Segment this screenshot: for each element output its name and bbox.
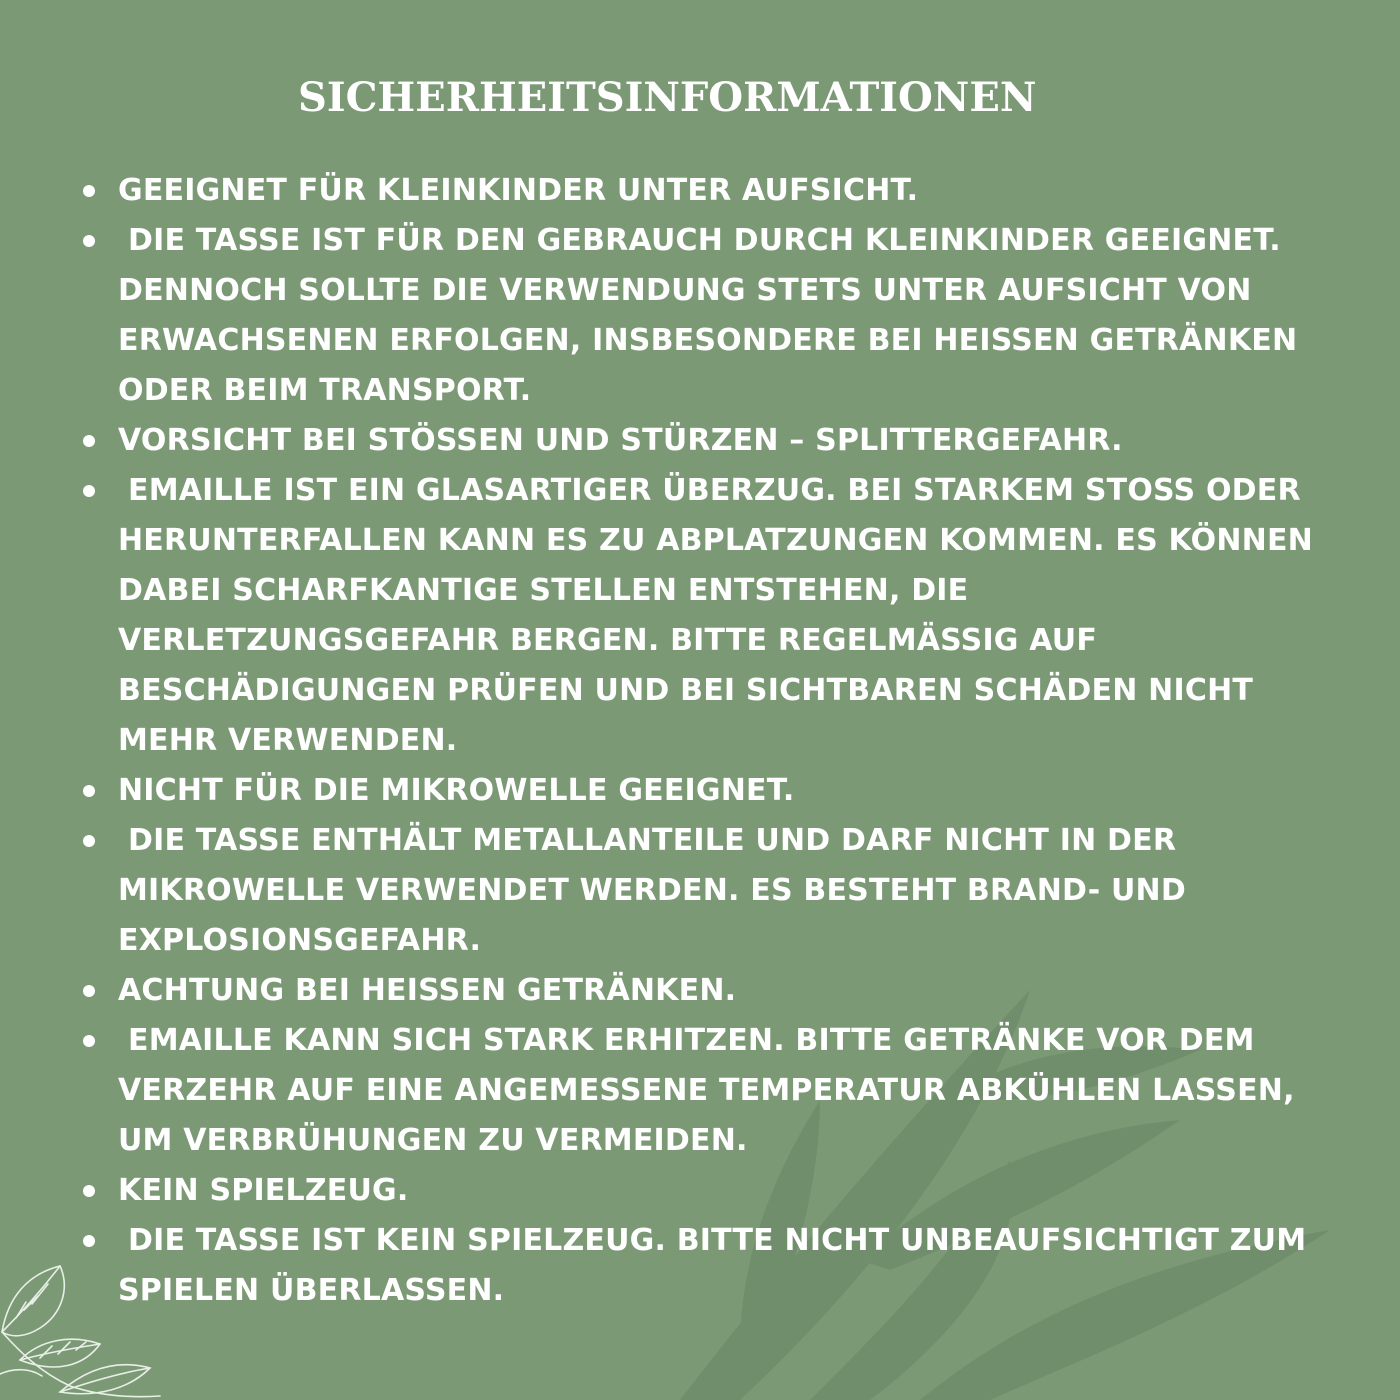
- list-item: [80, 466, 1350, 766]
- bullet-icon: [83, 1185, 95, 1197]
- list-item: [80, 216, 1350, 416]
- page-title: SICHERHEITSINFORMATIONEN: [298, 74, 1037, 121]
- bullet-icon: [83, 835, 95, 847]
- list-item-text: EMAILLE IST EIN GLASARTIGER ÜBERZUG. BEI STARKEM STOSS ODER HERUNTERFALLEN KANN ES ZU ABPLATZUNGEN KOMMEN. ES KÖNNEN DABEI SCHARFKANTIGE STELLEN ENTSTEHEN, DIE VERLETZUNGSGEFAHR BERGEN. BITTE REGELMÄSSIG AUF BESCHÄDIGUNGEN PRÜFEN UND BEI SICHTBAREN SCHÄDEN NICHT MEHR VERWENDEN.: [118, 473, 1313, 758]
- list-item-text: GEEIGNET FÜR KLEINKINDER UNTER AUFSICHT.: [118, 173, 919, 208]
- list-item-text: KEIN SPIELZEUG.: [118, 1173, 409, 1208]
- list-item: [80, 1166, 1350, 1216]
- bullet-icon: [83, 485, 95, 497]
- list-item-text: DIE TASSE IST FÜR DEN GEBRAUCH DURCH KLEINKINDER GEEIGNET. DENNOCH SOLLTE DIE VERWENDUNG STETS UNTER AUFSICHT VON ERWACHSENEN ERFOLGEN, INSBESONDERE BEI HEISSEN GETRÄNKEN ODER BEIM TRANSPORT.: [118, 223, 1298, 408]
- list-item: [80, 166, 1350, 216]
- list-item: [80, 766, 1350, 816]
- bullet-icon: [83, 1035, 95, 1047]
- bullet-icon: [83, 785, 95, 797]
- bullet-icon: [83, 1235, 95, 1247]
- list-item: [80, 416, 1350, 466]
- list-item-text: NICHT FÜR DIE MIKROWELLE GEEIGNET.: [118, 773, 795, 808]
- bullet-icon: [83, 235, 95, 247]
- list-item: [80, 816, 1350, 966]
- bullet-icon: [83, 185, 95, 197]
- list-item-text: EMAILLE KANN SICH STARK ERHITZEN. BITTE GETRÄNKE VOR DEM VERZEHR AUF EINE ANGEMESSENE TEMPERATUR ABKÜHLEN LASSEN, UM VERBRÜHUNGEN ZU VERMEIDEN.: [118, 1023, 1295, 1158]
- bullet-icon: [83, 435, 95, 447]
- list-item: [80, 966, 1350, 1016]
- list-item: [80, 1216, 1350, 1316]
- list-item-text: DIE TASSE ENTHÄLT METALLANTEILE UND DARF NICHT IN DER MIKROWELLE VERWENDET WERDEN. ES BESTEHT BRAND- UND EXPLOSIONSGEFAHR.: [118, 823, 1186, 958]
- list-item-text: VORSICHT BEI STÖSSEN UND STÜRZEN – SPLITTERGEFAHR.: [118, 423, 1123, 458]
- safety-list: [80, 166, 1350, 1316]
- bullet-icon: [83, 985, 95, 997]
- list-item-text: DIE TASSE IST KEIN SPIELZEUG. BITTE NICHT UNBEAUFSICHTIGT ZUM SPIELEN ÜBERLASSEN.: [118, 1223, 1307, 1308]
- list-item: [80, 1016, 1350, 1166]
- list-item-text: ACHTUNG BEI HEISSEN GETRÄNKEN.: [118, 973, 737, 1008]
